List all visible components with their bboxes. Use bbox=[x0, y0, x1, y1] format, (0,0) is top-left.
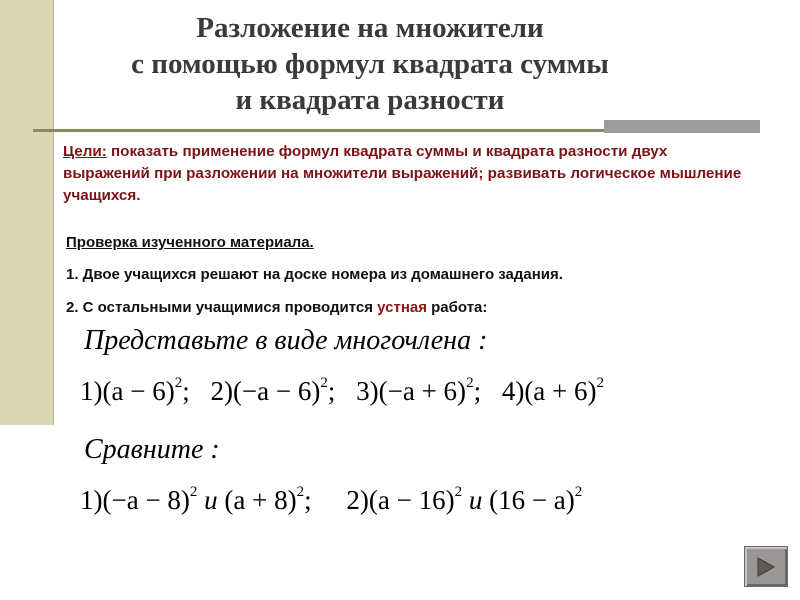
slide-title bbox=[100, 10, 640, 118]
item2-text-post: работа: bbox=[426, 299, 488, 316]
expr-4 bbox=[502, 376, 604, 406]
divider-accent-block bbox=[604, 120, 760, 133]
expr-1-body: 1)(a − 6) bbox=[80, 376, 175, 406]
item2-text-pre: 2. С остальными учащимися проводится bbox=[66, 299, 378, 316]
goals-text: показать применение формул квадрата суммы и квадрата разности двух выражений при разложении на множители выражений; развивать логическое мышление учащихся. bbox=[63, 143, 742, 204]
task1-intro: Представьте в виде многочлена : bbox=[84, 325, 488, 356]
compare-2 bbox=[346, 485, 582, 515]
expr-4-power: 2 bbox=[596, 375, 605, 391]
compare-2-right: (16 − a) bbox=[489, 485, 575, 515]
compare-2-right-power: 2 bbox=[574, 484, 583, 500]
compare-1-left-power: 2 bbox=[189, 484, 198, 500]
expr-1-power: 2 bbox=[174, 375, 183, 391]
title-line-3: и квадрата разности bbox=[235, 84, 505, 116]
expr-1 bbox=[80, 376, 190, 406]
check-item-2 bbox=[66, 299, 487, 316]
play-triangle-icon bbox=[757, 557, 775, 577]
expr-2-body: 2)(−a − 6) bbox=[210, 376, 321, 406]
goals-paragraph bbox=[63, 141, 743, 207]
compare-1-left: 1)(−a − 8) bbox=[80, 485, 190, 515]
next-slide-button[interactable] bbox=[744, 546, 788, 587]
sidebar-strip bbox=[0, 0, 54, 425]
compare-1 bbox=[80, 485, 312, 515]
title-line-1: Разложение на множители bbox=[196, 12, 544, 44]
expr-2 bbox=[210, 376, 335, 406]
expr-3-sep: ; bbox=[473, 376, 482, 406]
item2-accent-word: устная bbox=[377, 299, 427, 316]
task1-expressions bbox=[80, 375, 604, 407]
compare-1-right: (a + 8) bbox=[224, 485, 297, 515]
expr-3-power: 2 bbox=[466, 375, 474, 391]
compare-2-conj: и bbox=[462, 485, 490, 515]
expr-3 bbox=[356, 376, 481, 406]
expr-2-power: 2 bbox=[320, 375, 328, 391]
expr-4-body: 4)(a + 6) bbox=[501, 376, 597, 406]
compare-1-conj: и bbox=[197, 485, 225, 515]
expr-3-body: 3)(−a + 6) bbox=[356, 376, 467, 406]
check-item-1: 1. Двое учащихся решают на доске номера из домашнего задания. bbox=[66, 266, 563, 283]
compare-2-left-power: 2 bbox=[454, 484, 463, 500]
title-line-2: с помощью формул квадрата суммы bbox=[131, 48, 609, 80]
compare-1-sep: ; bbox=[304, 485, 312, 515]
compare-1-right-power: 2 bbox=[296, 484, 305, 500]
check-heading: Проверка изученного материала. bbox=[66, 234, 314, 251]
task2-intro: Сравните : bbox=[84, 434, 220, 465]
expr-1-sep: ; bbox=[182, 376, 190, 406]
goals-label: Цели: bbox=[63, 143, 107, 160]
task2-expressions bbox=[80, 484, 582, 516]
compare-2-left: 2)(a − 16) bbox=[346, 485, 455, 515]
expr-2-sep: ; bbox=[327, 376, 336, 406]
